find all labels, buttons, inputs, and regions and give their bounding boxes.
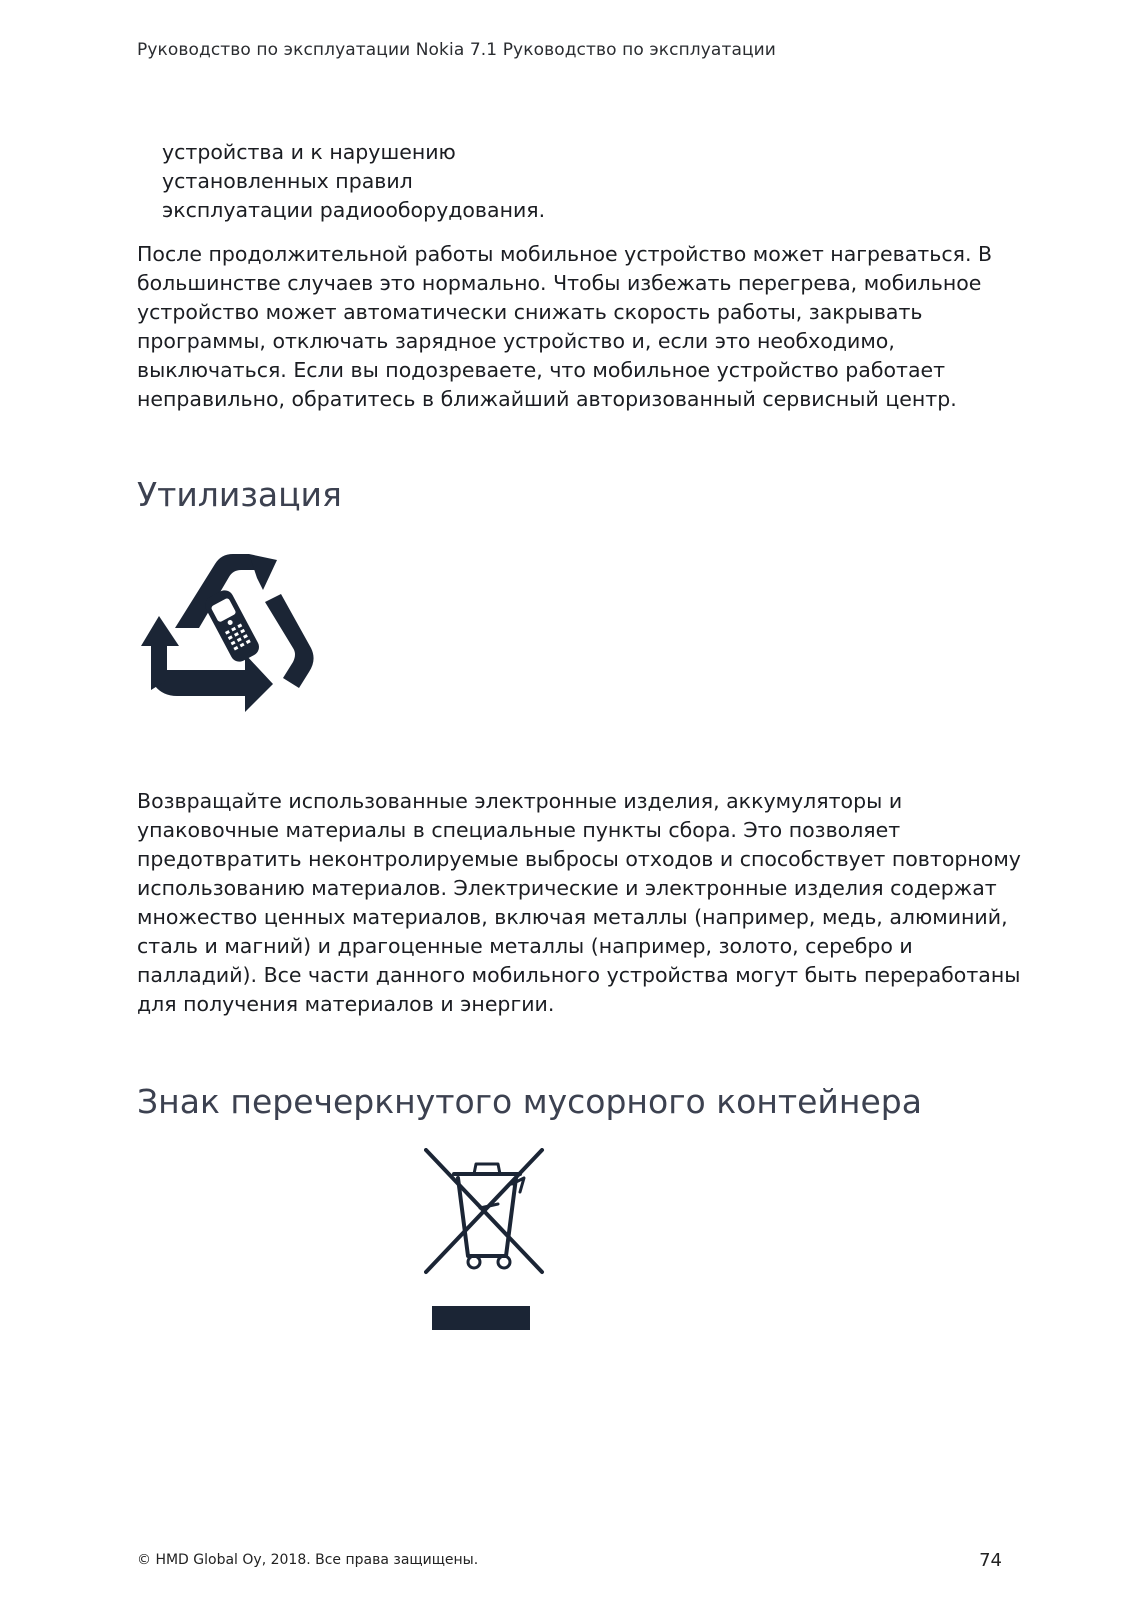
paragraph-line: неправильно, обратитесь в ближайший авторизованный сервисный центр. [137, 387, 957, 411]
paragraph-line: сталь и магний) и драгоценные металлы (например, золото, серебро и [137, 934, 913, 958]
intro-text [162, 138, 545, 225]
paragraph-line: предотвратить неконтролируемые выбросы отходов и способствует повторному [137, 847, 1021, 871]
paragraph-line: Возвращайте использованные электронные изделия, аккумуляторы и [137, 789, 903, 813]
page-header: Руководство по эксплуатации Nokia 7.1 Руководство по эксплуатации [137, 40, 776, 60]
crossed-out-bin-icon [424, 1148, 550, 1340]
paragraph-line: большинстве случаев это нормально. Чтобы избежать перегрева, мобильное [137, 271, 982, 295]
recycling-paragraph [137, 787, 1021, 1019]
intro-line: устройства и к нарушению [162, 140, 456, 164]
paragraph-line: для получения материалов и энергии. [137, 992, 555, 1016]
intro-line: эксплуатации радиооборудования. [162, 198, 546, 222]
paragraph-line: использованию материалов. Электрические и электронные изделия содержат [137, 876, 997, 900]
page-number: 74 [979, 1550, 1002, 1571]
paragraph-line: После продолжительной работы мобильное устройство может нагреваться. В [137, 242, 993, 266]
paragraph-line: множество ценных материалов, включая металлы (например, медь, алюминий, [137, 905, 1008, 929]
overheating-paragraph [137, 240, 997, 414]
copyright-footer: © HMD Global Oy, 2018. Все права защищены. [137, 1552, 479, 1568]
paragraph-line: устройство может автоматически снижать скорость работы, закрывать [137, 300, 923, 324]
paragraph-line: программы, отключать зарядное устройство и, если это необходимо, [137, 329, 895, 353]
section-heading-recycling: Утилизация [137, 475, 342, 514]
paragraph-line: выключаться. Если вы подозреваете, что мобильное устройство работает [137, 358, 946, 382]
paragraph-line: упаковочные материалы в специальные пункты сбора. Это позволяет [137, 818, 901, 842]
recycle-phone-icon [137, 550, 317, 720]
section-heading-crossed-bin: Знак перечеркнутого мусорного контейнера [137, 1082, 922, 1121]
intro-line: установленных правил [162, 169, 413, 193]
paragraph-line: палладий). Все части данного мобильного устройства могут быть переработаны [137, 963, 1021, 987]
